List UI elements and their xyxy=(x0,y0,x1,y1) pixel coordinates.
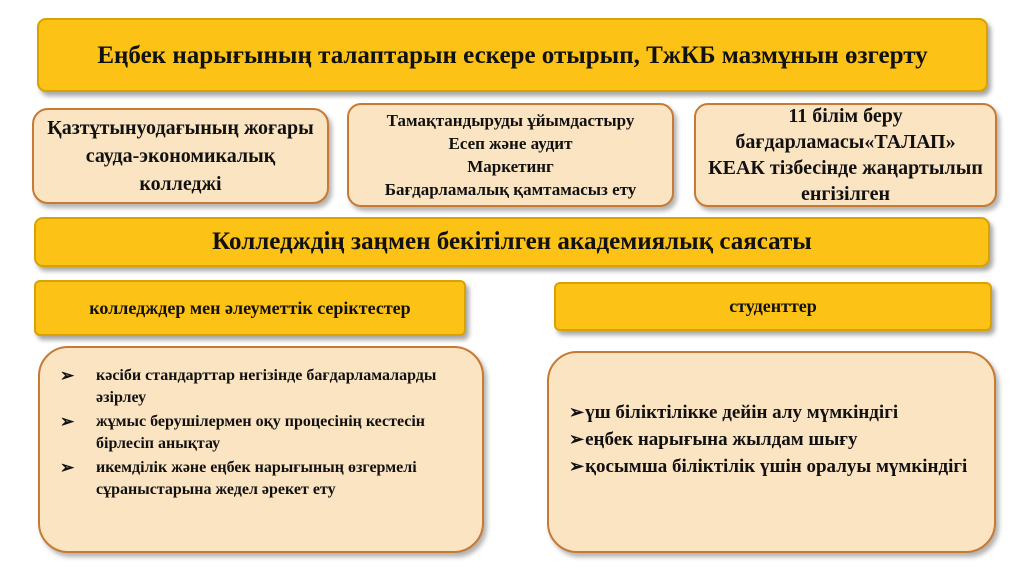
list-item xyxy=(60,365,460,409)
students-banner-text: студенттер xyxy=(729,296,817,316)
list-item xyxy=(60,411,460,455)
program-item: Есеп және аудит xyxy=(448,134,573,153)
students-banner xyxy=(554,282,992,331)
policy-banner-text: Колледждің заңмен бекітілген академиялық саясаты xyxy=(212,228,812,255)
college-box-text: Қазтұтынуодағының жоғары сауда-экономикалық колледжі xyxy=(47,117,314,195)
programs-box xyxy=(347,103,674,207)
list-item xyxy=(569,399,976,426)
students-list-box xyxy=(547,351,996,553)
college-box xyxy=(32,108,329,204)
program-item: Тамақтандыруды ұйымдастыру xyxy=(386,111,635,130)
list-item-text: жұмыс берушілермен оқу процесінің кестесін бірлесіп анықтау xyxy=(96,413,425,452)
arrowhead-bullet-icon: ➢ xyxy=(569,429,585,449)
partners-list xyxy=(60,365,460,501)
list-item-text: үш біліктілікке дейін алу мүмкіндігі xyxy=(585,402,899,423)
list-item-text: еңбек нарығына жылдам шығу xyxy=(585,429,858,450)
list-item xyxy=(569,453,976,480)
program-item: Маркетинг xyxy=(467,157,554,176)
partners-banner-text: колледждер мен әлеуметтік серіктестер xyxy=(89,298,411,318)
partners-banner xyxy=(34,280,466,336)
partners-list-box xyxy=(38,346,484,553)
arrowhead-bullet-icon: ➢ xyxy=(60,412,75,431)
list-item-text: кәсіби стандарттар негізінде бағдарламаларды әзірлеу xyxy=(96,367,437,406)
top-banner xyxy=(37,18,988,92)
policy-banner xyxy=(34,217,990,267)
list-item xyxy=(569,426,976,453)
list-item xyxy=(60,457,460,501)
arrowhead-bullet-icon: ➢ xyxy=(60,458,75,477)
talap-box-text: 11 білім беру бағдарламасы«ТАЛАП» КЕАК тізбесінде жаңартылып енгізілген xyxy=(708,105,983,205)
program-item: Бағдарламалық қамтамасыз ету xyxy=(384,180,637,199)
arrowhead-bullet-icon: ➢ xyxy=(60,366,75,385)
arrowhead-bullet-icon: ➢ xyxy=(569,402,585,422)
top-banner-text: Еңбек нарығының талаптарын ескере отырып, ТжКБ мазмұнын өзгерту xyxy=(97,41,928,69)
talap-box xyxy=(694,103,997,207)
arrowhead-bullet-icon: ➢ xyxy=(569,456,585,476)
students-list xyxy=(569,399,976,480)
list-item-text: икемділік және еңбек нарығының өзгермелі сұраныстарына жедел әрекет ету xyxy=(96,459,417,498)
list-item-text: қосымша біліктілік үшін оралуы мүмкіндігі xyxy=(585,456,968,477)
